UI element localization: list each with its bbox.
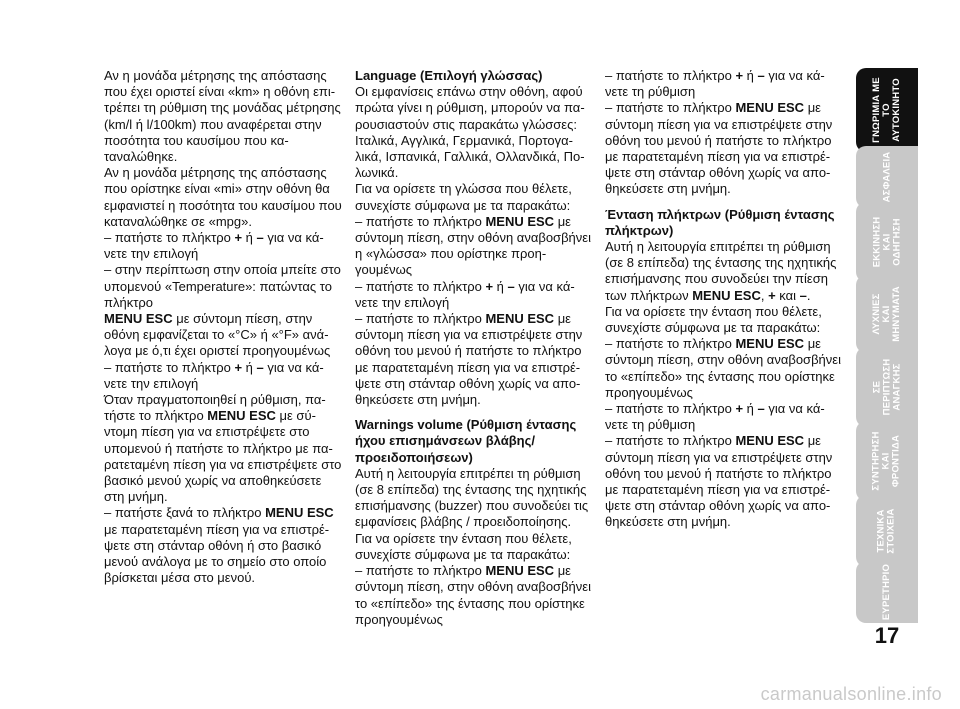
key-label: MENU ESC — [735, 433, 805, 449]
text-column-3 — [605, 68, 841, 531]
minus-icon: – — [256, 230, 264, 246]
key-label: MENU ESC — [485, 311, 555, 327]
section-heading-warnings-volume: Warnings volume (Ρύθμιση έντασης ήχου επισημάνσεων βλάβης/ προειδοποιήσεων) — [355, 417, 577, 465]
key-label: MENU ESC — [265, 505, 334, 521]
key-label: MENU ESC — [692, 287, 761, 303]
text-column-2 — [355, 68, 593, 628]
paragraph: – πατήστε το πλήκτρο MENU ESC με σύντομη πίεση, στην οθόνη αναβοσβήνει το «επίπεδο» της έντασης που ορίστηκε προηγουμένως — [355, 563, 591, 627]
paragraph: Οι εμφανίσεις επάνω στην οθόνη, αφού πρώτα γίνει η ρύθμιση, μπορούν να παρουσιαστούν στις παρακάτω γλώσσες: Ιταλικά, Αγγλικά, Γερμανικά, Πορτογαλικά, Ισπανικά, Γαλλικά, Ολλανδικά, Πολωνικά. — [355, 84, 585, 181]
paragraph: – πατήστε το πλήκτρο MENU ESC με σύντομη πίεση για να επιστρέψετε στην οθόνη του μενού ή πατήστε το πλήκτρο με παρατεταμένη πίεση για να επιστρέψετε στη στάνταρ οθόνη χωρίς να αποθηκεύσετε στη μνήμη. — [355, 311, 583, 408]
plus-icon: + — [234, 230, 243, 246]
minus-icon: – — [757, 68, 765, 83]
paragraph: – πατήστε το πλήκτρο MENU ESC με σύντομη πίεση, στην οθόνη αναβοσβήνει η «γλώσσα» που ορίστηκε προηγουμένως — [355, 213, 591, 278]
tab-safety[interactable]: ΑΣΦΑΛΕΙΑ — [856, 146, 918, 208]
paragraph: Όταν πραγματοποιηθεί η ρύθμιση, πατήστε το πλήκτρο MENU ESC με σύντομη πίεση για να επιστρέψετε στο υπομενού ή πατήστε το πλήκτρο με παρατεταμένη πίεση για να επιστρέψετε στο βασικό μενού χωρίς να αποθηκεύσετε στη μνήμη. — [104, 392, 342, 505]
paragraph: – πατήστε ξανά το πλήκτρο MENU ESC με παρατεταμένη πίεση για να επιστρέψετε στη στάνταρ οθόνη ή στο βασικό μενού ανάλογα με το σημείο στο οποίο βρίσκεται μέσα στο μενού. — [104, 505, 334, 586]
minus-icon: – — [799, 287, 807, 303]
paragraph: – πατήστε το πλήκτρο MENU ESC με σύντομη πίεση για να επιστρέψετε στην οθόνη του μενού ή πατήστε το πλήκτρο με παρατεταμένη πίεση για να επιστρέψετε στη στάνταρ οθόνη χωρίς να αποθηκεύσετε στη μνήμη. — [605, 100, 833, 197]
plus-icon: + — [234, 359, 243, 375]
tab-technical-data[interactable]: ΤΕΧΝΙΚΑ ΣΤΟΙΧΕΙΑ — [856, 495, 918, 567]
paragraph: Για να ορίσετε την ένταση που θέλετε, συνεχίστε σύμφωνα με τα παρακάτω: — [355, 530, 572, 562]
paragraph: – πατήστε το πλήκτρο + ή – για να κάνετε την επιλογή — [104, 230, 324, 262]
paragraph: – πατήστε το πλήκτρο + ή – για να κάνετε την επιλογή — [355, 278, 575, 310]
text-column-1 — [104, 68, 342, 587]
plus-icon: + — [485, 278, 494, 294]
minus-icon: – — [757, 401, 765, 417]
paragraph: – πατήστε το πλήκτρο MENU ESC με σύντομη πίεση για να επιστρέψετε στην οθόνη του μενού ή πατήστε το πλήκτρο με παρατεταμένη πίεση για να επιστρέψετε στη στάνταρ οθόνη χωρίς να αποθηκεύσετε στη μνήμη. — [605, 433, 833, 530]
section-heading-key-volume: Ένταση πλήκτρων (Ρύθμιση έντασης πλήκτρων) — [605, 206, 835, 238]
tab-maintenance-care[interactable]: ΣΥΝΤΗΡΗΣΗ ΚΑΙ ΦΡΟΝΤΙΔΑ — [856, 421, 918, 501]
paragraph: Αυτή η λειτουργία επιτρέπει τη ρύθμιση (σε 8 επίπεδα) της έντασης της ηχητικής επισήμανσης (buzzer) που συνοδεύει τις εμφανίσεις βλάβης / προειδοποίησης. — [355, 465, 589, 530]
paragraph: Αυτή η λειτουργία επιτρέπει τη ρύθμιση (σε 8 επίπεδα) της έντασης της ηχητικής επισήμανσης που συνοδεύει την πίεση των πλήκτρων MENU ESC, + και –. — [605, 239, 837, 303]
key-label: MENU ESC — [104, 311, 173, 327]
paragraph: – πατήστε το πλήκτρο MENU ESC με σύντομη πίεση, στην οθόνη αναβοσβήνει το «επίπεδο» της έντασης που ορίστηκε προηγουμένως — [605, 336, 841, 400]
plus-icon: + — [735, 401, 744, 417]
watermark: carmanualsonline.info — [760, 684, 942, 704]
paragraph: Για να ορίσετε την ένταση που θέλετε, συνεχίστε σύμφωνα με τα παρακάτω: — [605, 303, 822, 336]
paragraph: Αν η μονάδα μέτρησης της απόστασης που έχει οριστεί είναι «km» η οθόνη επιτρέπει τη ρύθμιση της μονάδας μέτρησης (km/l ή l/100km) που αναφέρεται στην ποσότητα του καυσίμου που καταναλώθηκε. — [104, 68, 341, 165]
tab-getting-to-know-car[interactable]: ΓΝΩΡΙΜΙΑ ΜΕ ΤΟ ΑΥΤΟΚΙΝΗΤΟ — [856, 68, 918, 152]
paragraph: MENU ESC με σύντομη πίεση, στην οθόνη εμφανίζεται το «°C» ή «°F» ανάλογα με ό,τι έχει οριστεί προηγουμένως — [104, 311, 331, 359]
paragraph: – πατήστε το πλήκτρο + ή – για να κάνετε τη ρύθμιση — [605, 68, 825, 100]
tab-index[interactable]: ΕΥΡΕΤΗΡΙΟ — [856, 561, 918, 623]
key-label: MENU ESC — [485, 213, 555, 229]
page-number: 17 — [874, 623, 900, 648]
plus-icon: + — [735, 68, 744, 83]
paragraph: – στην περίπτωση στην οποία μπείτε στο υπομενού «Temperature»: πατώντας το πλήκτρο — [104, 262, 341, 310]
section-heading-language: Language (Επιλογή γλώσσας) — [355, 68, 543, 83]
key-label: MENU ESC — [207, 408, 276, 424]
key-label: MENU ESC — [735, 336, 805, 352]
plus-icon: + — [768, 287, 776, 303]
paragraph: Αν η μονάδα μέτρησης της απόστασης που ορίστηκε είναι «mi» στην οθόνη θα εμφανιστεί η ποσότητα του καυσίμου που καταναλώθηκε σε «mpg». — [104, 165, 342, 229]
paragraph: Για να ορίσετε τη γλώσσα που θέλετε, συνεχίστε σύμφωνα με τα παρακάτω: — [355, 181, 572, 213]
key-label: MENU ESC — [485, 563, 555, 579]
paragraph: – πατήστε το πλήκτρο + ή – για να κάνετε την επιλογή — [104, 359, 324, 391]
tab-starting-driving[interactable]: ΕΚΚΙΝΗΣΗ ΚΑΙ ΟΔΗΓΗΣΗ — [856, 202, 918, 282]
tab-emergency[interactable]: ΣΕ ΠΕΡΙΠΤΩΣΗ ΑΝΑΓΚΗΣ — [856, 347, 918, 427]
minus-icon: – — [256, 359, 264, 375]
key-label: MENU ESC — [735, 100, 805, 116]
tab-lights-messages[interactable]: ΛΥΧΝΙΕΣ ΚΑΙ ΜΗΝΥΜΑΤΑ — [856, 275, 918, 353]
minus-icon: – — [507, 278, 515, 294]
paragraph: – πατήστε το πλήκτρο + ή – για να κάνετε τη ρύθμιση — [605, 401, 825, 433]
